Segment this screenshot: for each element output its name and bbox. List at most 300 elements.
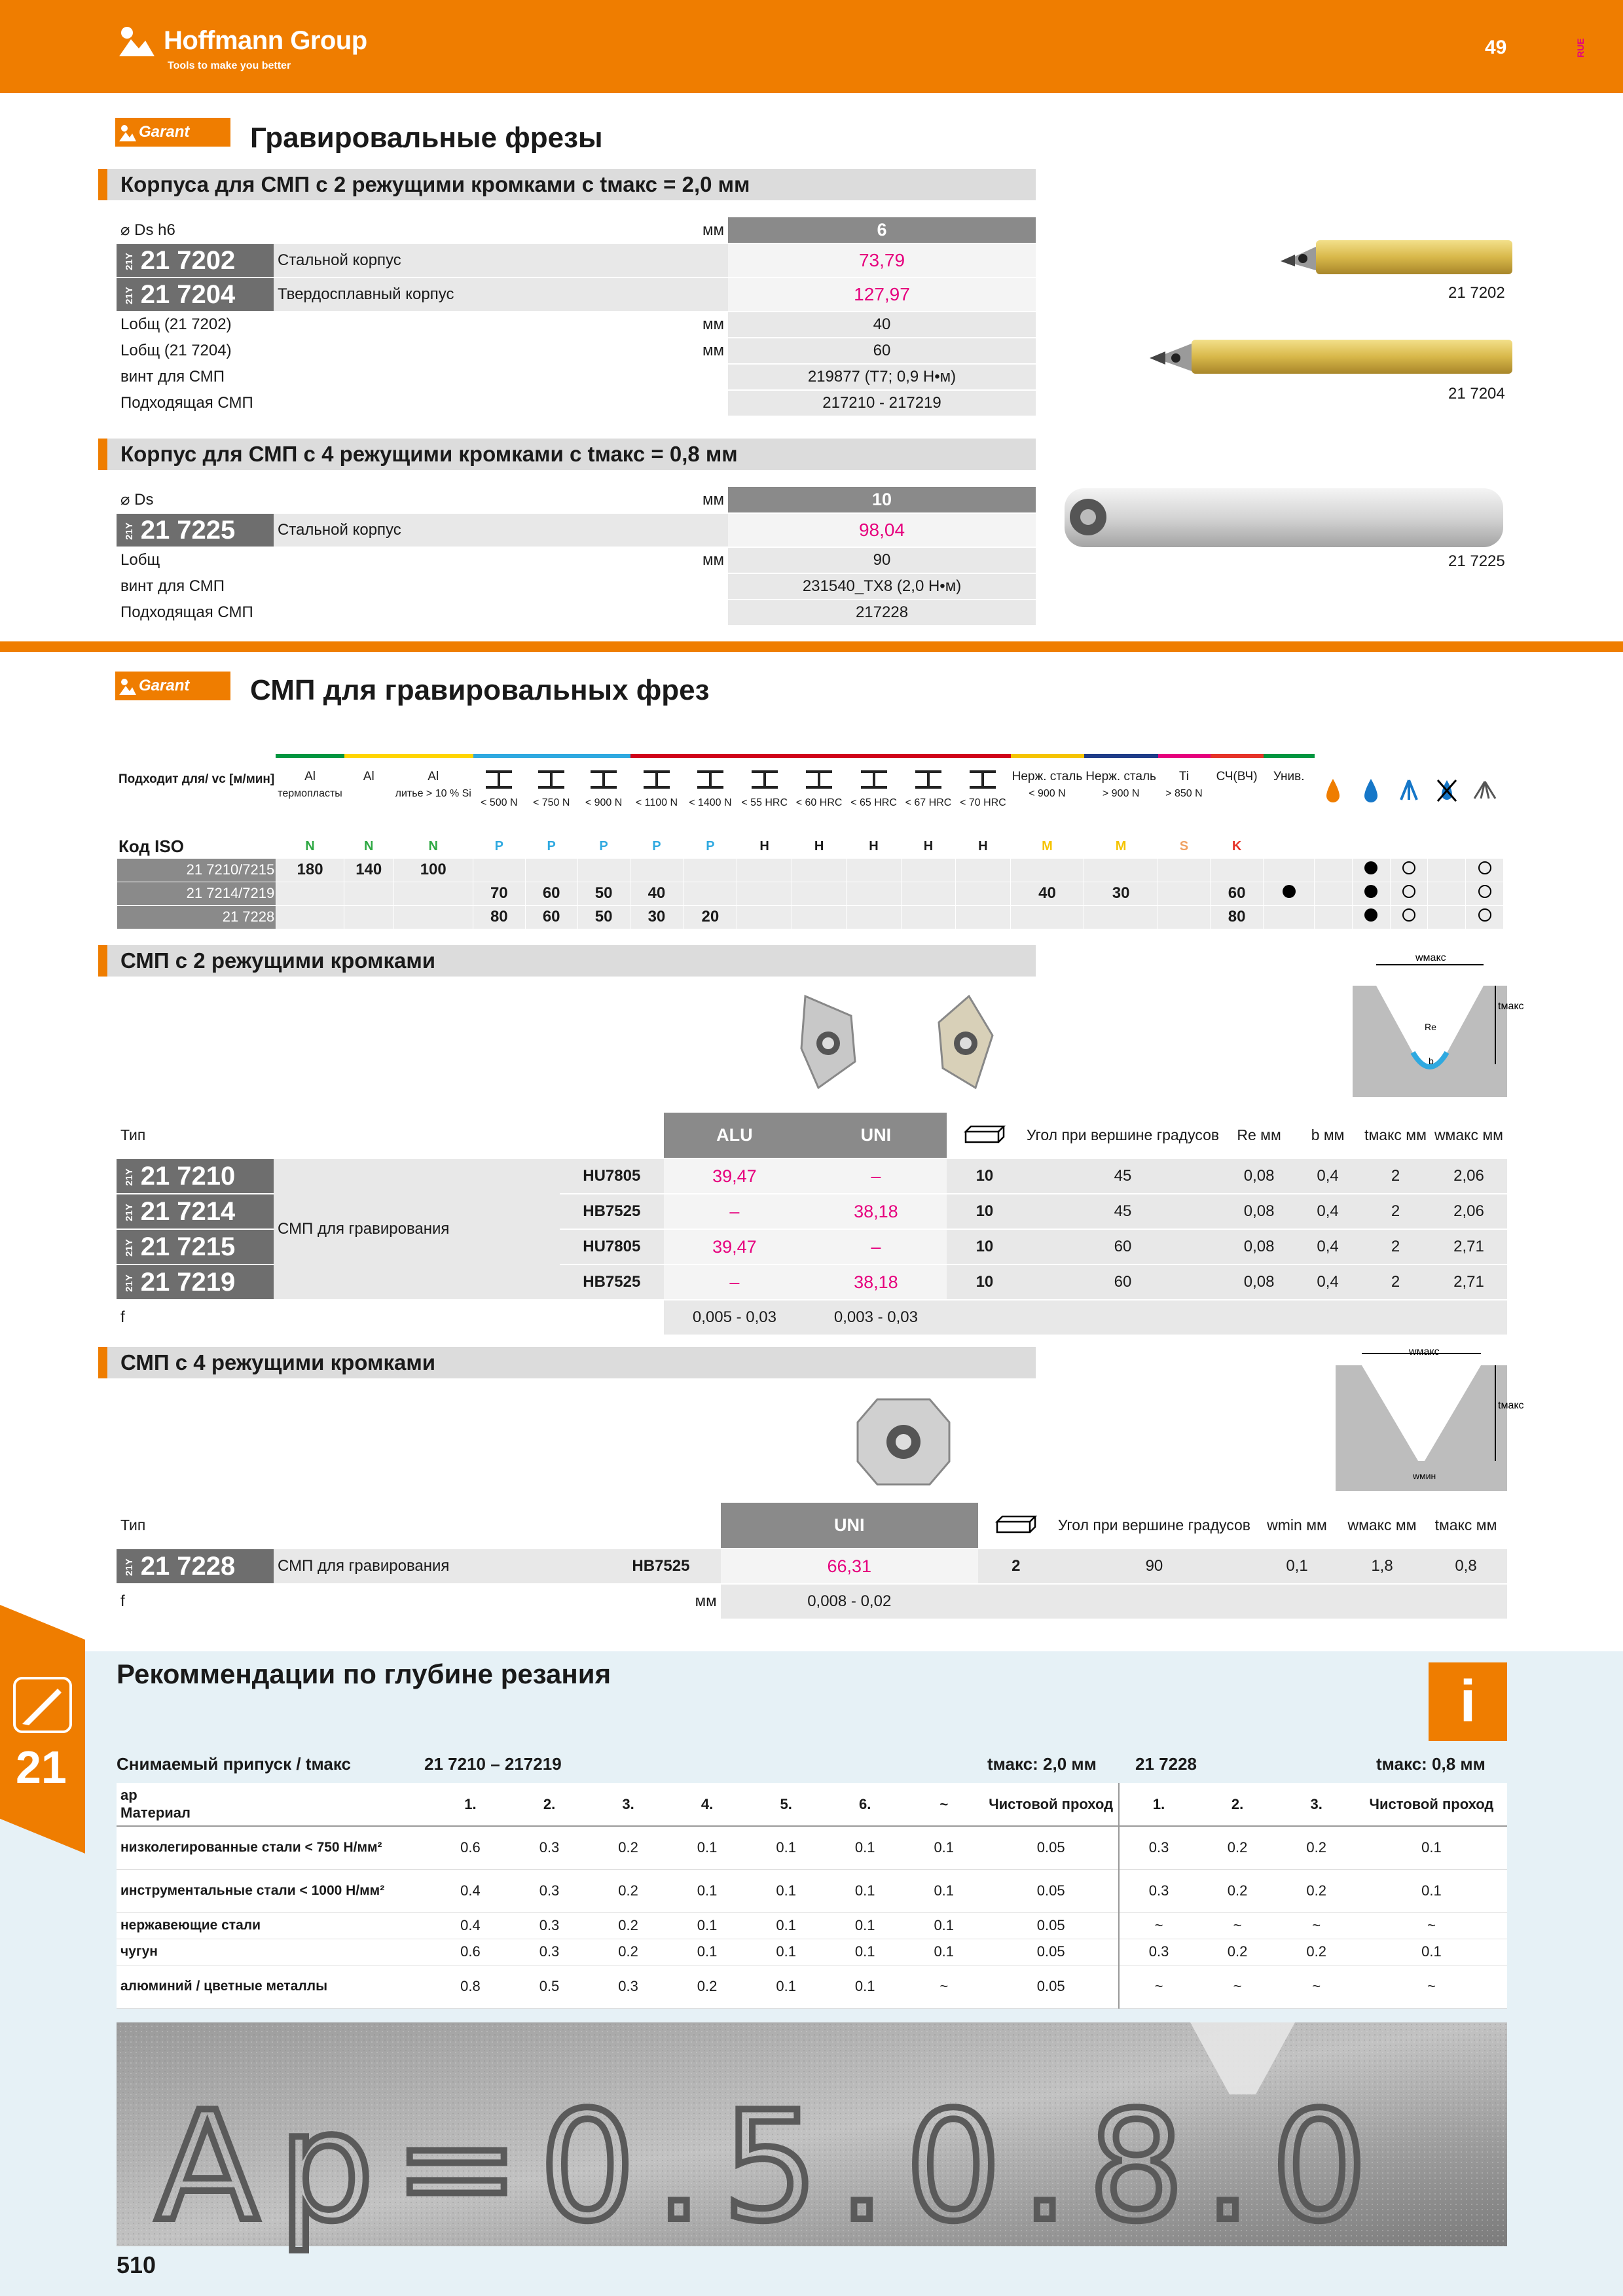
coolant-suitability	[1352, 882, 1390, 905]
cutting-speed	[473, 858, 525, 882]
re: 0,08	[1223, 1158, 1295, 1194]
article-description: СМП для гравирования	[274, 1158, 560, 1300]
diagram-label: Re	[1425, 1022, 1436, 1032]
depth-value: 0.8	[431, 1965, 510, 2008]
diagram-label: tмакс	[1498, 1400, 1524, 1411]
table-row	[117, 573, 1036, 600]
b: 0,4	[1295, 1158, 1360, 1194]
iso-code: H	[901, 834, 955, 858]
depth-value: 0.3	[510, 1826, 589, 1869]
depth-value: 0.1	[826, 1869, 905, 1912]
article-number[interactable]: 21Y 21 7214	[117, 1194, 274, 1229]
grade: HU7805	[560, 1229, 664, 1265]
rec-col-header: Чистовой проход	[983, 1783, 1119, 1826]
i-beam-icon	[484, 770, 513, 789]
depth-value: 0.1	[826, 1826, 905, 1869]
row-unit: мм	[665, 312, 728, 338]
cutting-speed	[847, 882, 901, 905]
page-number-top: 49	[1485, 37, 1507, 58]
b: 0,4	[1295, 1265, 1360, 1300]
compat-head-label: Подходит для/ vc [м/мин]	[117, 756, 276, 834]
table-row	[117, 1584, 1507, 1619]
cutting-speed	[344, 905, 393, 929]
col-t: tмакс мм	[1425, 1503, 1507, 1549]
cutting-speed	[1084, 905, 1158, 929]
subheader-4-edge-holder: Корпус для СМП с 4 режущими кромками с tмакс = 0,8 мм	[98, 439, 1036, 470]
col-sub: < 900 N	[585, 797, 623, 808]
compat-col-header	[1264, 756, 1315, 834]
cutting-speed	[737, 905, 792, 929]
depth-value: 0.05	[983, 1912, 1119, 1939]
depth-value: 0.1	[668, 1869, 747, 1912]
price: 127,97	[728, 278, 1036, 312]
rec-col-header: 2.	[510, 1783, 589, 1826]
col-title	[739, 770, 790, 793]
cutting-speed	[901, 905, 955, 929]
row-unit: мм	[645, 547, 728, 573]
article-number[interactable]: 21Y 21 7228	[117, 1549, 274, 1584]
table-row	[117, 1939, 1507, 1965]
cutting-speed: 40	[1010, 882, 1084, 905]
compat-col-header	[344, 756, 393, 834]
row-value: 217228	[728, 600, 1036, 626]
water-drop-icon	[1352, 756, 1390, 834]
cutting-speed: 60	[1210, 882, 1263, 905]
angle: 60	[1023, 1265, 1223, 1300]
coolant-suitability	[1390, 858, 1428, 882]
depth-value: 0.3	[1119, 1869, 1198, 1912]
t2-label: tмакс: 0,8 мм	[1376, 1754, 1486, 1774]
compat-row-name: 21 7214/7219	[117, 882, 276, 905]
col-sub: < 900 N	[1029, 787, 1066, 799]
col-uni: UNI	[805, 1113, 947, 1158]
recommended-dot-icon	[1364, 885, 1377, 898]
table-row	[117, 1826, 1507, 1869]
cutting-speed	[737, 882, 792, 905]
range2-label: 21 7228	[1135, 1754, 1197, 1774]
table-4-edge-holder	[117, 487, 1036, 626]
depth-value: 0.05	[983, 1869, 1119, 1912]
possible-ring-icon	[1402, 885, 1415, 898]
depth-value: 0.3	[1119, 1826, 1198, 1869]
angle: 45	[1023, 1158, 1223, 1194]
depth-value: 0.1	[1356, 1939, 1507, 1965]
row-label: Lобщ	[117, 547, 645, 573]
row-unit	[645, 573, 728, 600]
article-number[interactable]: 21Y 21 7225	[117, 513, 274, 547]
groove-diagram-4-edge	[1336, 1346, 1524, 1491]
tmax: 2	[1360, 1229, 1431, 1265]
rec-col-header: 4.	[668, 1783, 747, 1826]
depth-value: 0.1	[904, 1869, 983, 1912]
row-label: ⌀ Ds	[117, 487, 645, 513]
col-title	[579, 770, 629, 793]
depth-value: 0.5	[510, 1965, 589, 2008]
angle: 45	[1023, 1194, 1223, 1229]
compat-col-header	[276, 756, 344, 834]
pack-qty: 2	[978, 1549, 1054, 1584]
cutting-speed: 40	[630, 882, 684, 905]
col-sub: термопласты	[278, 787, 342, 799]
compat-col-header	[473, 756, 525, 834]
holder-217202-image	[1277, 232, 1512, 285]
pack-qty: 10	[947, 1229, 1023, 1265]
wmax: 2,71	[1431, 1229, 1507, 1265]
depth-value: 0.1	[904, 1826, 983, 1869]
iso-code: P	[525, 834, 577, 858]
rec-col-header: 6.	[826, 1783, 905, 1826]
rec-col-header: 3.	[589, 1783, 668, 1826]
compat-col-header	[737, 756, 792, 834]
insert-2-edge-image-uni	[930, 990, 1002, 1094]
depth-value: 0.1	[746, 1912, 826, 1939]
price-uni: 66,31	[721, 1549, 978, 1584]
row-value: 60	[728, 338, 1036, 364]
coolant-suitability	[1428, 905, 1466, 929]
coolant-suitability	[1428, 858, 1466, 882]
row-value: 40	[728, 312, 1036, 338]
table-2-edge-inserts	[117, 1113, 1507, 1336]
row-value: 231540_TX8 (2,0 Н•м)	[728, 573, 1036, 600]
brand-slogan: Tools to make you better	[168, 60, 291, 71]
t1-label: tмакс: 2,0 мм	[987, 1754, 1097, 1774]
row-unit	[665, 364, 728, 390]
article-number[interactable]: 21Y 21 7204	[117, 278, 274, 312]
i-beam-icon	[968, 770, 997, 789]
iso-code: P	[473, 834, 525, 858]
f-unit: мм	[601, 1584, 720, 1619]
caption-217225: 21 7225	[1448, 552, 1505, 570]
subheader-4-edge-inserts: СМП с 4 режущими кромками	[98, 1347, 1036, 1378]
material-name: алюминий / цветные металлы	[117, 1965, 431, 2008]
possible-ring-icon	[1402, 908, 1415, 922]
tmax: 2	[1360, 1158, 1431, 1194]
depth-value: ~	[1198, 1912, 1277, 1939]
type-label: Тип	[117, 1113, 664, 1158]
i-beam-icon	[696, 770, 725, 789]
cutting-speed	[1264, 882, 1315, 905]
col-sub: > 850 N	[1165, 787, 1203, 799]
tmax: 0,8	[1425, 1549, 1507, 1584]
price-uni: 38,18	[805, 1194, 947, 1229]
material-name: инструментальные стали < 1000 Н/мм²	[117, 1869, 431, 1912]
cutting-speed	[393, 882, 473, 905]
possible-ring-icon	[1478, 908, 1491, 922]
col-sub: литье > 10 % Si	[395, 787, 471, 799]
package-icon	[978, 1503, 1054, 1549]
cutting-speed: 50	[577, 905, 630, 929]
article-number[interactable]: 21Y 21 7219	[117, 1265, 274, 1300]
col-alu: ALU	[664, 1113, 805, 1158]
depth-value: 0.2	[668, 1965, 747, 2008]
article-description: Стальной корпус	[274, 243, 665, 278]
depth-value: ~	[1119, 1912, 1198, 1939]
cutting-speed	[577, 858, 630, 882]
groove-diagram-2-edge	[1353, 952, 1524, 1097]
coolant-suitability	[1352, 858, 1390, 882]
row-label: винт для СМП	[117, 573, 645, 600]
table-row	[117, 338, 1036, 364]
row-value: 217210 - 217219	[728, 390, 1036, 416]
coolant-suitability	[1466, 905, 1504, 929]
row-value: 90	[728, 547, 1036, 573]
depth-value: ~	[904, 1965, 983, 2008]
table-row	[117, 905, 1507, 929]
row-unit: мм	[645, 487, 728, 513]
table-row	[117, 243, 1036, 278]
col-title: Нерж. сталь	[1085, 770, 1156, 783]
article-number[interactable]: 21Y 21 7202	[117, 243, 274, 278]
row-unit: мм	[665, 217, 728, 243]
section-divider	[0, 641, 1623, 652]
range1-label: 21 7210 – 217219	[424, 1754, 562, 1774]
i-beam-icon	[589, 770, 618, 789]
col-angle: Угол при вершине градусов	[1054, 1503, 1254, 1549]
coolant-suitability	[1315, 858, 1353, 882]
compat-col-header	[1010, 756, 1084, 834]
re: 0,08	[1223, 1265, 1295, 1300]
compat-col-header	[525, 756, 577, 834]
cutting-speed: 100	[393, 858, 473, 882]
iso-code	[1264, 834, 1315, 858]
coolant-suitability	[1428, 882, 1466, 905]
col-angle: Угол при вершине градусов	[1023, 1113, 1223, 1158]
depth-value: 0.2	[1198, 1869, 1277, 1912]
cutting-speed: 30	[1084, 882, 1158, 905]
col-title	[475, 770, 524, 793]
table-row	[117, 858, 1507, 882]
col-title	[793, 770, 845, 793]
rec-header-line	[117, 1754, 1507, 1778]
table-row	[117, 487, 1036, 513]
row-value: 219877 (T7; 0,9 Н•м)	[728, 364, 1036, 390]
subheader-2-edge-inserts: СМП с 2 режущими кромками	[98, 945, 1036, 977]
depth-value: 0.2	[1198, 1826, 1277, 1869]
row-value: 10	[728, 487, 1036, 513]
iso-code: N	[393, 834, 473, 858]
cutting-speed: 80	[1210, 905, 1263, 929]
garant-logo	[115, 118, 230, 147]
iso-label: Код ISO	[117, 834, 276, 858]
f-value: 0,008 - 0,02	[721, 1584, 978, 1619]
info-icon[interactable]: i	[1429, 1662, 1507, 1741]
material-name: низколегированные стали < 750 Н/мм²	[117, 1826, 431, 1869]
depth-value: 0.1	[746, 1826, 826, 1869]
material-header: ap Материал	[117, 1783, 431, 1826]
col-sub: < 1400 N	[689, 797, 732, 808]
col-sub: < 67 HRC	[905, 797, 952, 808]
i-beam-icon	[642, 770, 671, 789]
garant-logo	[115, 672, 230, 700]
insert-4-edge-image	[851, 1393, 956, 1491]
chapter-number: 21	[16, 1742, 67, 1793]
rec-col-header: 5.	[746, 1783, 826, 1826]
col-title: Al	[304, 770, 316, 783]
cutting-speed	[1158, 858, 1210, 882]
depth-value: 0.3	[589, 1965, 668, 2008]
cutting-speed	[901, 858, 955, 882]
col-title	[848, 770, 899, 793]
iso-code: N	[276, 834, 344, 858]
cutting-speed	[1158, 905, 1210, 929]
coolant-suitability	[1315, 905, 1353, 929]
table-row	[117, 1300, 1507, 1335]
grade: HU7805	[560, 1158, 664, 1194]
rec-col-header: ~	[904, 1783, 983, 1826]
i-beam-icon	[750, 770, 779, 789]
cutting-speed	[901, 882, 955, 905]
rec-title: Рекоммендации по глубине резания	[117, 1659, 611, 1689]
subheader-2-edge-holders: Корпуса для СМП с 2 режущими кромками с tмакс = 2,0 мм	[98, 169, 1036, 200]
coolant-suitability	[1315, 882, 1353, 905]
cutting-speed	[276, 905, 344, 929]
depth-value: 0.1	[904, 1912, 983, 1939]
row-label: ⌀ Ds h6	[117, 217, 665, 243]
cutting-speed: 70	[473, 882, 525, 905]
iso-code: S	[1158, 834, 1210, 858]
depth-value: 0.1	[1356, 1826, 1507, 1869]
col-title	[685, 770, 735, 793]
cutting-speed	[1210, 858, 1263, 882]
col-sub: < 60 HRC	[795, 797, 843, 808]
depth-value: 0.05	[983, 1965, 1119, 2008]
table-4-edge-inserts	[117, 1503, 1507, 1620]
dry-icon	[1428, 756, 1466, 834]
col-title: Унив.	[1273, 770, 1305, 783]
depth-value: 0.4	[431, 1869, 510, 1912]
price-uni: –	[805, 1229, 947, 1265]
angle: 60	[1023, 1229, 1223, 1265]
depth-value: ~	[1198, 1965, 1277, 2008]
cutting-speed	[847, 905, 901, 929]
row-unit	[645, 600, 728, 626]
cutting-speed	[956, 858, 1010, 882]
col-sub: < 750 N	[532, 797, 570, 808]
article-number[interactable]: 21Y 21 7210	[117, 1158, 274, 1194]
table-2-edge-holders	[117, 217, 1036, 417]
compat-col-header	[1210, 756, 1263, 834]
cutting-speed: 60	[525, 882, 577, 905]
engraving-cutter-icon	[12, 1676, 73, 1734]
price-alu: –	[664, 1265, 805, 1300]
diagram-label: wмин	[1413, 1471, 1436, 1481]
caption-217204: 21 7204	[1448, 385, 1505, 403]
depth-value: 0.1	[746, 1939, 826, 1965]
depth-value: ~	[1277, 1912, 1356, 1939]
row-unit: мм	[665, 338, 728, 364]
spray-icon	[1390, 756, 1428, 834]
re: 0,08	[1223, 1194, 1295, 1229]
cutting-speed: 60	[525, 905, 577, 929]
iso-code: K	[1210, 834, 1263, 858]
wmax: 2,06	[1431, 1158, 1507, 1194]
i-beam-icon	[537, 770, 566, 789]
page-number-bottom: 510	[117, 2251, 156, 2278]
depth-value: 0.1	[904, 1939, 983, 1965]
compat-row-name: 21 7228	[117, 905, 276, 929]
col-re: Re мм	[1223, 1113, 1295, 1158]
i-beam-icon	[860, 770, 888, 789]
col-title: Al	[428, 770, 439, 783]
iso-code: H	[737, 834, 792, 858]
col-t: tмакс мм	[1360, 1113, 1431, 1158]
row-label: Подходящая СМП	[117, 600, 645, 626]
row-value: 6	[728, 217, 1036, 243]
i-beam-icon	[805, 770, 833, 789]
col-uni: UNI	[721, 1503, 978, 1549]
depth-value: 0.3	[510, 1912, 589, 1939]
table-row	[117, 1549, 1507, 1584]
oil-drop-icon	[1315, 756, 1353, 834]
table-row	[117, 1869, 1507, 1912]
compat-row-name: 21 7210/7215	[117, 858, 276, 882]
depth-value: 0.2	[1198, 1939, 1277, 1965]
mist-icon	[1466, 756, 1504, 834]
cutting-speed: 30	[630, 905, 684, 929]
iso-code: P	[630, 834, 684, 858]
compat-col-header	[847, 756, 901, 834]
pack-qty: 10	[947, 1194, 1023, 1229]
depth-value: ~	[1356, 1965, 1507, 2008]
possible-ring-icon	[1402, 861, 1415, 874]
cutting-speed	[1264, 858, 1315, 882]
price-alu: 39,47	[664, 1158, 805, 1194]
cutting-speed	[956, 905, 1010, 929]
col-sub: < 500 N	[481, 797, 518, 808]
iso-code: H	[956, 834, 1010, 858]
depth-value: 0.2	[589, 1939, 668, 1965]
table-row	[117, 600, 1036, 626]
depth-value: 0.1	[668, 1912, 747, 1939]
grade: HB7525	[601, 1549, 720, 1584]
diagram-label: wмакс	[1415, 952, 1446, 963]
depth-value: 0.1	[746, 1869, 826, 1912]
diagram-label: b	[1429, 1056, 1434, 1066]
cutting-speed	[276, 882, 344, 905]
col-title	[632, 770, 682, 793]
rec-col-header: 3.	[1277, 1783, 1356, 1826]
table-row	[117, 547, 1036, 573]
col-sub: < 65 HRC	[850, 797, 897, 808]
col-wmin: wmin мм	[1254, 1503, 1340, 1549]
depth-value: 0.1	[668, 1939, 747, 1965]
rec-col-header: 2.	[1198, 1783, 1277, 1826]
depth-value: 0.1	[826, 1912, 905, 1939]
depth-value: 0.6	[431, 1826, 510, 1869]
package-icon	[947, 1113, 1023, 1158]
cutting-speed	[684, 882, 737, 905]
recommended-dot-icon	[1364, 861, 1377, 874]
photo-engraved-text: Ap=0.5.0.8.0	[156, 2080, 1387, 2255]
brand-name: Hoffmann Group	[164, 26, 367, 55]
article-description: Твердосплавный корпус	[274, 278, 665, 312]
row-label: Подходящая СМП	[117, 390, 665, 416]
table-row	[117, 390, 1036, 416]
cutting-speed	[630, 858, 684, 882]
article-number[interactable]: 21Y 21 7215	[117, 1229, 274, 1265]
row-label: Lобщ (21 7202)	[117, 312, 665, 338]
col-title: Ti	[1178, 770, 1189, 783]
price-uni: –	[805, 1158, 947, 1194]
cutting-speed	[1158, 882, 1210, 905]
f-uni: 0,003 - 0,03	[805, 1300, 947, 1335]
col-wmax: wмакс мм	[1340, 1503, 1425, 1549]
price-alu: 39,47	[664, 1229, 805, 1265]
caption-217202: 21 7202	[1448, 284, 1505, 302]
cutting-speed	[847, 858, 901, 882]
col-b: b мм	[1295, 1113, 1360, 1158]
article-description: Стальной корпус	[274, 513, 645, 547]
